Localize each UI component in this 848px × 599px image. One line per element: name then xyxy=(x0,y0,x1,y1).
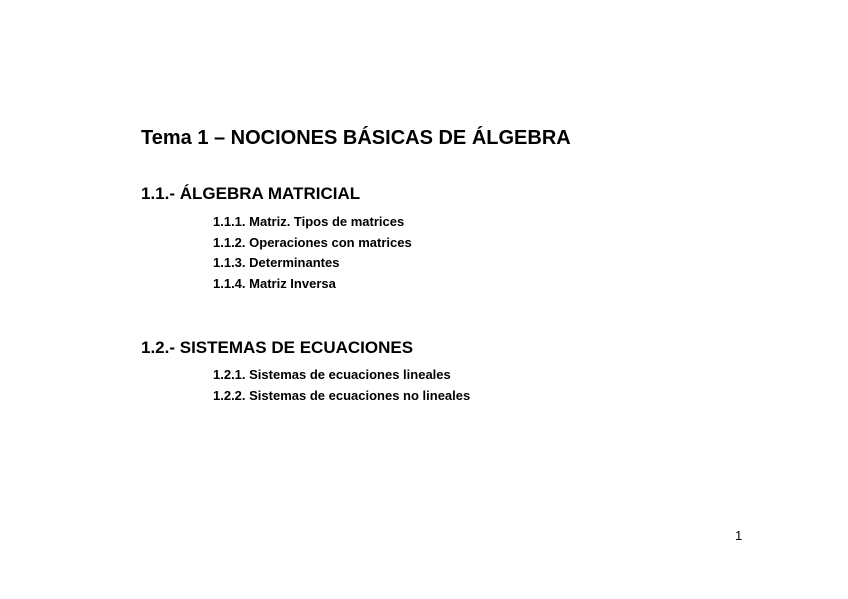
section-heading-algebra-matricial: 1.1.- ÁLGEBRA MATRICIAL xyxy=(141,184,361,203)
subsection-list-sistemas-ecuaciones xyxy=(213,365,470,406)
subsection-item: 1.2.1. Sistemas de ecuaciones lineales xyxy=(213,367,451,382)
subsection-item: 1.1.1. Matriz. Tipos de matrices xyxy=(213,214,405,229)
subsection-list-algebra-matricial xyxy=(213,212,412,294)
subsection-item: 1.1.4. Matriz Inversa xyxy=(213,275,336,291)
document-title: Tema 1 – NOCIONES BÁSICAS DE ÁLGEBRA xyxy=(141,127,571,149)
section-heading-sistemas-ecuaciones: 1.2.- SISTEMAS DE ECUACIONES xyxy=(141,338,414,357)
page-number: 1 xyxy=(735,528,743,543)
subsection-item: 1.1.3. Determinantes xyxy=(213,255,340,270)
subsection-item: 1.1.2. Operaciones con matrices xyxy=(213,234,412,250)
subsection-item: 1.2.2. Sistemas de ecuaciones no lineales xyxy=(213,387,471,403)
